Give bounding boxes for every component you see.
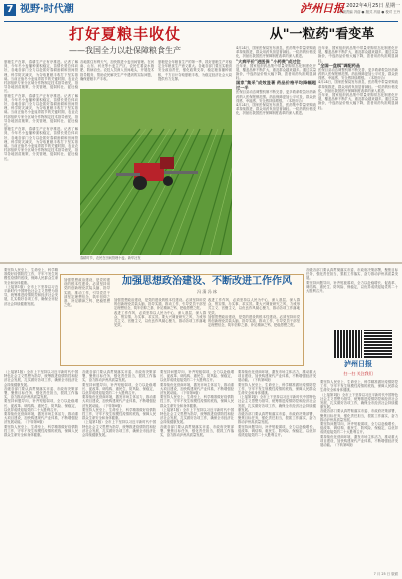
column-text: 加强思想政治建设，是党的建设的根本性建设。必须坚持用党的创新理论武装头脑、指导实践、推动工作，引导党员干部坚定理想信念，筑牢信仰之基、补足精神之钙、把稳思想之舵。 (208, 314, 300, 328)
main-headline[interactable]: 打好夏粮丰收仗 (68, 25, 181, 43)
column-text: 要坚持问题导向，补齐短板弱项，全力以赴稳增长、促改革、调结构、惠民生、防风险、保稳定，以优异成绩迎接党的二十大胜利召开。 (238, 424, 316, 438)
column-text: 夏粮生产在即，春耕生产正有序推进。记者了解到，今年冬小麦播种面积稳定，苗情长势总体向好，各地各部门全力以赴抓好春耕备耕和田间管理，科学防灾减灾，为夺取夏粮丰收打下坚实基础。当前正值冬小麦返青拔节的关键时期，农业农村部组织专家分区域分作物制定技术指导意见，指导各地因苗施策、分类管理，促弱转壮、促壮稳长。 (4, 93, 78, 128)
main-story-column-3 (158, 60, 232, 88)
column-text: 近年来，国家组织药品集中带量采购常态化制度化开展，覆盖品种不断扩大，惠及群众越来越多。通过以量换价，中选药品价格大幅下降，患者用药负担明显减轻。 (236, 63, 316, 81)
column-text: （上接第1版）全市上下坚持以习近平新时代中国特色社会主义思想为指导，统筹推进疫情防控和经济社会发展，扎实做好各项工作，确保全市经济社会持续健康发展。 (160, 407, 234, 425)
column-text: 要坚持问题导向，补齐短板弱项，全力以赴稳增长、促改革、调结构、惠民生、防风险、保稳定，以优异成绩迎接党的二十大胜利召开。 (82, 382, 156, 396)
qr-code-icon[interactable] (334, 330, 362, 358)
column-text: 要坚持问题导向，补齐短板弱项，全力以赴稳增长、促改革、调结构、惠民生、防风险、保稳定，以优异成绩迎接党的二十大胜利召开。 (4, 399, 78, 412)
column-text: 近年来，国家组织药品集中带量采购常态化制度化开展，覆盖品种不断扩大，惠及群众越来越多。通过以量换价，中选药品价格大幅下降，患者用药负担明显减轻。 (318, 93, 398, 110)
editorial-byline: 冯 清 冯 冰 (197, 289, 217, 294)
column-text: 各级各部门要认真贯彻落实市委、市政府决策部署，聚焦目标任务，强化责任担当，狠抓工作落实，奋力推动泸州高质量发展。 (160, 424, 234, 438)
bottom-column-2 (82, 370, 156, 570)
column-text: （上接第1版）全市上下坚持以习近平新时代中国特色社会主义思想为指导，统筹推进疫情防控和经济社会发展，扎实做好各项工作，确保全市经济社会持续健康发展。 (82, 420, 156, 438)
main-story-column-1 (4, 60, 78, 256)
tractor-field-image (80, 89, 232, 255)
column-text: 要坚持人民至上、生命至上，科学精准做好疫情防控工作，守牢不发生规模性疫情的底线，保障人民群众生命安全和身体健康。 (320, 380, 398, 393)
story-subtitle: "大病平价"进医保 "小药贵"成过往 (236, 58, 301, 64)
column-text: 近年来，国家组织药品集中带量采购常态化制度化开展，覆盖品种不断扩大，惠及群众越来越多。通过以量换价，中选药品价格大幅下降，患者用药负担明显减轻。 (318, 46, 398, 63)
column-text: 医保目录动态调整机制不断完善，更多救命救急好药新药纳入医保报销范围。药品保障更加公平可及，群众获得感、幸福感、安全感持续增强。（本报综合） (236, 90, 316, 103)
column-text: 加强思想政治建设，是党的建设的根本性建设。必须坚持用党的创新理论武装头脑、指导实践、推动工作，引导党员干部坚定理想信念，筑牢信仰之基、补足精神之钙、把稳思想之舵。 (64, 278, 110, 308)
bottom-column-5 (320, 380, 398, 570)
column-text: 要坚持人民至上、生命至上，科学精准做好疫情防控工作，守牢不发生规模性疫情的底线，保障人民群众生命安全和身体健康。 (4, 268, 58, 285)
column-text: 要坚持人民至上、生命至上，科学精准做好疫情防控工作，守牢不发生规模性疫情的底线，保障人民群众生命安全和身体健康。 (4, 424, 78, 438)
bottom-column-3 (160, 370, 234, 570)
column-text: 各级各部门要认真贯彻落实市委、市政府决策部署，聚焦目标任务，强化责任担当，狠抓工作落实，奋力推动泸州高质量发展。 (4, 386, 78, 400)
masthead-rule (4, 21, 398, 22)
column-text: 医保目录动态调整机制不断完善，更多救命救急好药新药纳入医保报销范围。药品保障更加公平可及，群众获得感、幸福感、安全感持续增强。（本报综合） (318, 67, 398, 81)
column-text: 要坚持问题导向，补齐短板弱项，全力以赴稳增长、促改革、调结构、惠民生、防风险、保稳定，以优异成绩迎接党的二十大胜利召开。 (160, 370, 234, 383)
column-text: 夏粮生产在即，春耕生产正有序推进。记者了解到，今年冬小麦播种面积稳定，苗情长势总体向好，各地各部门全力以赴抓好春耕备耕和田间管理，科学防灾减灾，为夺取夏粮丰收打下坚实基础。当前正值冬小麦返青拔节的关键时期，农业农村部组织专家分区域分作物制定技术指导意见，指导各地因苗施策、分类管理，促弱转壮、促壮稳长。 (4, 60, 78, 94)
story-subtitle: 国家"集采"成效显著 药品价格平均降幅超过一半 (236, 80, 316, 91)
main-story-column-2 (80, 60, 154, 88)
column-text: 要坚持问题导向，补齐短板弱项，全力以赴稳增长、促改革、调结构、惠民生、防风险、保稳定，以优异成绩迎接党的二十大胜利召开。 (306, 280, 398, 294)
promo-title: 泸州日报 (344, 360, 372, 368)
column-text: 要持续优化营商环境，激发市场主体活力，推动重大项目建设，加快构建现代产业体系，不断增强经济发展动能。（下转第8版） (4, 412, 78, 425)
column-text: 要持续优化营商环境，激发市场主体活力，推动重大项目建设，加快构建现代产业体系，不断增强经济发展动能。（下转第8版） (238, 370, 316, 383)
column-text: 夏粮是全年粮食生产的第一季，抓好夏粮生产对稳定全年粮食生产意义重大。各地各部门要压实粮食安全政治责任，强化政策支持，稳定粮食播种面积，千方百计夺取夏粮丰收，为稳定经济社会大局提供有力支撑。 (158, 60, 232, 81)
editorial-column-1 (114, 298, 206, 360)
story-subtitle: "全国一盘棋"调配药品 (318, 62, 361, 68)
editorial-title[interactable]: 加强思想政治建设、不断改进工作作风 (122, 276, 292, 287)
right-story-column-2 (318, 46, 398, 258)
column-text: 各级各部门要认真贯彻落实市委、市政府决策部署，聚焦目标任务，强化责任担当，狠抓工作落实，奋力推动泸州高质量发展。 (82, 370, 156, 383)
section-divider (0, 262, 402, 264)
page-footer: 7 月 25 日 版面 (373, 572, 398, 576)
column-text: 各地抓住有利天气，加快推进小麦田间管理。在河南、山东、河北等小麦主产区，农民忙着浇水施肥、防病治虫。农技人员深入田间地头，开展技术指导服务，帮助农民解决生产中遇到的实际问题，确保夏粮丰产丰收。 (80, 60, 154, 81)
column-text: 4月24日，国家医保局发布消息，医药集中带量采购改革持续推进，群众用药负担显著减轻。一粒药的价格变化，折射出我国医疗保障制度改革的深入推进。 (236, 46, 316, 59)
column-text: 4月24日，国家医保局发布消息，医药集中带量采购改革持续推进，群众用药负担显著减轻。一粒药的价格变化，折射出我国医疗保障制度改革的深入推进。 (236, 103, 316, 116)
newspaper-logo: 泸州日报 (300, 2, 344, 15)
dateline: 2022年4月25日 星期一 (346, 3, 400, 9)
qr-code-icon[interactable] (364, 330, 392, 358)
column-text: （上接第1版）全市上下坚持以习近平新时代中国特色社会主义思想为指导，统筹推进疫情防控和经济社会发展，扎实做好各项工作，确保全市经济社会持续健康发展。 (4, 370, 78, 387)
edition-meta: 本版责编 冯蓓 ● 版式 冯蓓 ● 校对 王丹 (339, 10, 400, 14)
column-text: 要坚持问题导向，补齐短板弱项，全力以赴稳增长、促改革、调结构、惠民生、防风险、保稳定，以优异成绩迎接党的二十大胜利召开。 (320, 422, 398, 435)
right-story-title[interactable]: 从"一粒药"看变革 (269, 27, 375, 42)
column-text: 要持续优化营商环境，激发市场主体活力，推动重大项目建设，加快构建现代产业体系，不断增强经济发展动能。（下转第8版） (160, 382, 234, 396)
column-text: （上接第1版）全市上下坚持以习近平新时代中国特色社会主义思想为指导，统筹推进疫情防控和经济社会发展，扎实做好各项工作，确保全市经济社会持续健康发展。 (4, 284, 58, 306)
photo-caption: 春耕时节，农民在田间管理小麦。新华社发 (80, 256, 141, 260)
column-text: 改进工作作风，必须坚持以人民为中心，深入基层、深入群众，察实情、办实事、求实效。要大兴调查研究之风，力戒形式主义、官僚主义，以优良作风凝心聚力，推动各项工作落地见效。 (208, 298, 300, 315)
column-text: 夏粮生产在即，春耕生产正有序推进。记者了解到，今年冬小麦播种面积稳定，苗情长势总体向好，各地各部门全力以赴抓好春耕备耕和田间管理，科学防灾减灾，为夺取夏粮丰收打下坚实基础。当前正值冬小麦返青拔节的关键时期，农业农村部组织专家分区域分作物制定技术指导意见，指导各地因苗施策、分类管理，促弱转壮、促壮稳长。 (4, 127, 78, 161)
column-text: 要持续优化营商环境，激发市场主体活力，推动重大项目建设，加快构建现代产业体系，不断增强经济发展动能。（下转第8版） (82, 395, 156, 408)
wheat-field-photo[interactable] (80, 89, 232, 255)
bottom-column-1 (4, 370, 78, 570)
editorial-lead (64, 278, 110, 360)
column-text: 各级各部门要认真贯彻落实市委、市政府决策部署，聚焦目标任务，强化责任担当，狠抓工作落实，奋力推动泸州高质量发展。 (306, 268, 398, 281)
promo-subtitle: 扫一扫 关注我们 (343, 371, 373, 376)
column-text: 要坚持人民至上、生命至上，科学精准做好疫情防控工作，守牢不发生规模性疫情的底线，保障人民群众生命安全和身体健康。 (238, 382, 316, 396)
column-text: （上接第1版）全市上下坚持以习近平新时代中国特色社会主义思想为指导，统筹推进疫情防控和经济社会发展，扎实做好各项工作，确保全市经济社会持续健康发展。 (238, 395, 316, 412)
section-name: 视野·时代潮 (20, 4, 74, 15)
column-text: 改进工作作风，必须坚持以人民为中心，深入基层、深入群众，察实情、办实事、求实效。要大兴调查研究之风，力戒形式主义、官僚主义，以优良作风凝心聚力，推动各项工作落地见效。 (114, 310, 206, 328)
bottom-column-4 (238, 370, 316, 570)
left-side-column (4, 268, 58, 366)
right-story-column-1 (236, 46, 316, 258)
column-text: （上接第1版）全市上下坚持以习近平新时代中国特色社会主义思想为指导，统筹推进疫情防控和经济社会发展，扎实做好各项工作，确保全市经济社会持续健康发展。 (320, 392, 398, 410)
main-subheadline: ——我国全力以赴保障粮食生产 (69, 46, 181, 55)
column-text: 要持续优化营商环境，激发市场主体活力，推动重大项目建设，加快构建现代产业体系，不断增强经济发展动能。（下转第8版） (320, 434, 398, 448)
page-number: 7 (4, 4, 16, 16)
column-text: 要坚持人民至上、生命至上，科学精准做好疫情防控工作，守牢不发生规模性疫情的底线，保障人民群众生命安全和身体健康。 (160, 395, 234, 408)
editorial-column-2 (208, 298, 300, 360)
column-text: 加强思想政治建设，是党的建设的根本性建设。必须坚持用党的创新理论武装头脑、指导实践、推动工作，引导党员干部坚定理想信念，筑牢信仰之基、补足精神之钙、把稳思想之舵。 (114, 298, 206, 311)
column-text: 4月24日，国家医保局发布消息，医药集中带量采购改革持续推进，群众用药负担显著减轻。一粒药的价格变化，折射出我国医疗保障制度改革的深入推进。 (318, 80, 398, 93)
column-text: 各级各部门要认真贯彻落实市委、市政府决策部署，聚焦目标任务，强化责任担当，狠抓工作落实，奋力推动泸州高质量发展。 (238, 412, 316, 425)
column-text: 各级各部门要认真贯彻落实市委、市政府决策部署，聚焦目标任务，强化责任担当，狠抓工作落实，奋力推动泸州高质量发展。 (320, 409, 398, 422)
right-side-column (306, 268, 398, 328)
column-text: 要坚持人民至上、生命至上，科学精准做好疫情防控工作，守牢不发生规模性疫情的底线，保障人民群众生命安全和身体健康。 (82, 407, 156, 421)
